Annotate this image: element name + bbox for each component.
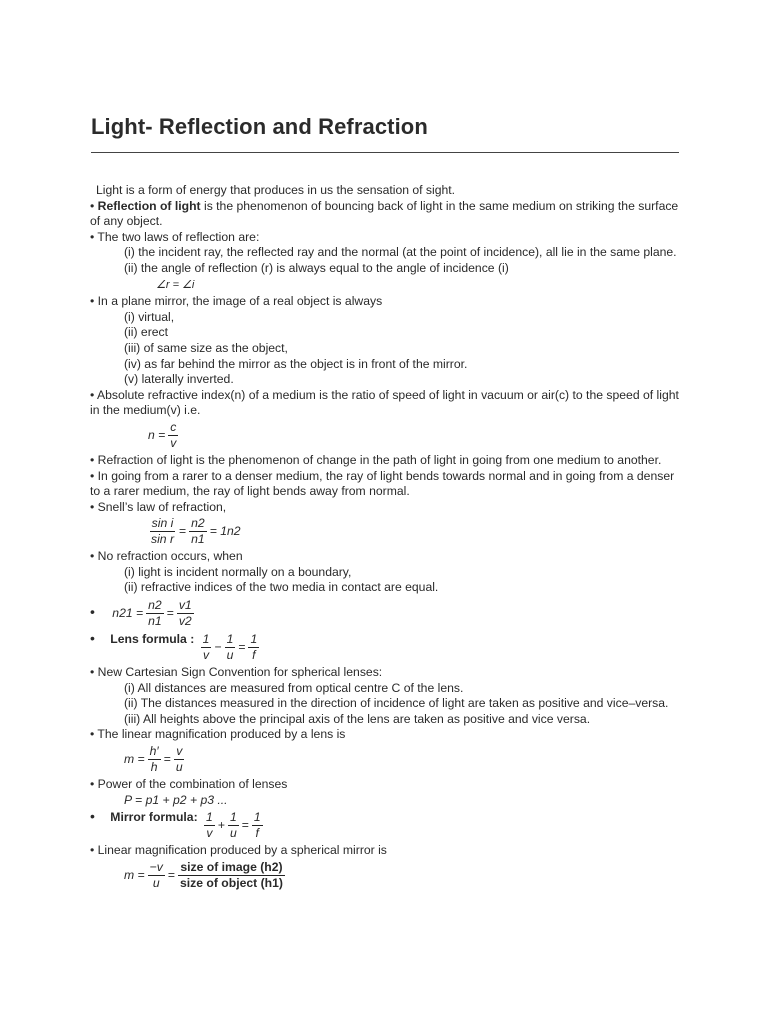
denominator: f [252,648,256,663]
eq-lhs: m = [124,751,145,766]
magnification-equation: m = $\frac{h'}{h}$ = $\frac{v}{u}$ [124,744,183,775]
refractive-index-equation [90,420,682,451]
numerator: v [176,744,183,759]
denominator: u [226,648,234,663]
intro-text: Light is a form of energy that produces in us the sensation of sight. [96,183,456,197]
fraction [228,810,239,841]
numerator: 1 [253,810,261,825]
title-divider [91,152,679,153]
numerator: 1 [226,632,234,647]
reflection-term: Reflection of light [97,198,201,213]
numerator: 1 [206,810,213,825]
angle-equation: ∠r = ∠i [156,278,195,291]
denominator: v [206,826,213,841]
numerator: 1 [250,632,258,647]
fraction [225,632,236,663]
document-body [90,183,682,893]
plane-mirror-heading: • In a plane mirror, the image of a real object is always [90,294,383,309]
denominator: u [229,826,237,841]
mirror-formula: • Mirror formula: $\frac{1}{v}$ + $\frac{1}{u}$ = $\frac{1}{f}$ [90,808,261,841]
mirror-formula-label: Mirror formula: [110,810,198,825]
fraction [174,744,185,775]
plane-mirror-item: (ii) erect [124,325,169,340]
reflection-paragraph [90,199,682,230]
law-1: (i) the incident ray, the reflected ray and the normal (at the point of incidence), all lie in the same plane. [124,245,677,260]
snell-equation: $\frac{\text{sin i}}{\text{sin r}}$ = $\frac{n2}{n1}$ = 1n2 [151,516,241,547]
cartesian-item: (iii) All heights above the principal axis of the lens are taken as positive and vice versa. [124,711,591,726]
eq-lhs: n21 = [112,605,144,620]
fraction [148,744,161,775]
bullet: • [90,603,95,620]
fraction [204,810,215,841]
numerator: v1 [178,598,192,613]
numerator: n2 [148,598,162,613]
bullet: • [90,198,95,213]
no-refraction-item: (i) light is incident normally on a boundary, [124,564,352,579]
no-refraction-heading: • No refraction occurs, when [90,549,243,564]
eq-lhs: m = [124,867,145,882]
page-title: Light- Reflection and Refraction [91,114,428,139]
denominator: size of object (h1) [180,875,283,890]
fraction [177,598,194,629]
plane-mirror-item: (iii) of same size as the object, [124,340,288,355]
fraction [148,860,165,891]
snell-heading: • Snell’s law of refraction, [90,499,227,514]
rarer-denser-text: • In going from a rarer to a denser medium, the ray of light bends towards normal and in going from a denser to a rarer medium, the ray of light bends away from normal. [90,468,675,499]
denominator: v [170,435,177,450]
numerator: size of image (h2) [180,859,283,874]
fraction [146,598,164,629]
snell-rhs: = 1n2 [209,523,241,538]
bullet: • [90,630,95,647]
plane-mirror-item: (v) laterally inverted. [124,372,234,387]
refractive-index-text: • Absolute refractive index(n) of a medium is the ratio of speed of light in vacuum or air(c) to the speed of light in the medium(v) i.e. [90,387,679,418]
cartesian-item: (i) All distances are measured from optical centre C of the lens. [124,680,464,695]
lens-formula: • Lens formula : $\frac{1}{v}$ − $\frac{1}{u}$ = $\frac{1}{f}$ [90,630,258,663]
power-equation: P = p1 + p2 + p3 ... [124,792,228,807]
denominator: v [203,648,210,663]
cartesian-item: (ii) The distances measured in the direction of incidence of light are taken as positive and vice–versa. [124,696,669,711]
power-heading: • Power of the combination of lenses [90,777,288,792]
law-2: (ii) the angle of reflection (r) is always equal to the angle of incidence (i) [124,260,509,275]
fraction [149,516,176,547]
cartesian-heading: • New Cartesian Sign Convention for spherical lenses: [90,665,383,680]
denominator: h [150,760,158,775]
denominator: u [175,760,183,775]
mirror-magnification-equation: m = $\frac{-v}{u}$ = $\frac{\text{size of image (h2)}}{\text{size of object (h1)}}$ [124,859,283,890]
magnification-heading: • The linear magnification produced by a lens is [90,727,346,742]
refraction-definition: • Refraction of light is the phenomenon of change in the path of light in going from one medium to another. [90,452,662,467]
n21-equation: • n21 = $\frac{n2}{n1}$ = $\frac{v1}{v2}$ [90,598,192,629]
numerator: 1 [202,632,210,647]
lens-formula-label: Lens formula : [110,632,195,647]
eq-lhs: n = [148,427,166,442]
no-refraction-item: (ii) refractive indices of the two media in contact are equal. [124,580,439,595]
plane-mirror-item: (iv) as far behind the mirror as the object is in front of the mirror. [124,356,468,371]
denominator: v2 [178,614,192,629]
numerator: −v [149,859,163,874]
denominator: sin r [151,532,175,547]
numerator: h′ [149,744,159,759]
laws-heading: • The two laws of reflection are: [90,229,260,244]
numerator: 1 [229,810,237,825]
bullet: • [90,808,95,825]
numerator: n2 [191,516,205,531]
mirror-magnification-heading: • Linear magnification produced by a spherical mirror is [90,843,387,858]
numerator: c [170,419,177,434]
denominator: u [152,875,160,890]
denominator: f [255,826,259,841]
numerator: sin i [151,516,174,531]
fraction [201,632,212,663]
fraction [168,420,178,451]
fraction [248,632,259,663]
reflection-text: is the phenomenon of bouncing back of light in the same medium on striking the surface of any object. [90,198,679,229]
fraction [252,810,263,841]
fraction [189,516,207,547]
fraction [178,860,285,891]
denominator: n1 [191,532,205,547]
denominator: n1 [148,614,162,629]
plane-mirror-item: (i) virtual, [124,309,175,324]
